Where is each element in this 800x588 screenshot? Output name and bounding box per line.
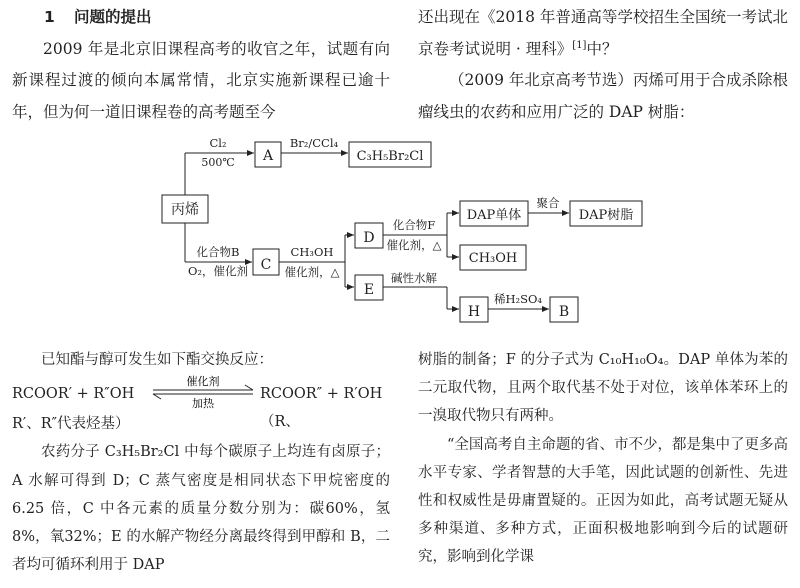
propene-label: 丙烯 xyxy=(171,202,199,218)
C-reagent-bottom: O₂，催化剂 xyxy=(187,264,249,278)
section-title: 问题的提出 xyxy=(74,8,152,26)
equation-rhs: RCOOR″ + R′OH（R、 xyxy=(260,386,383,431)
top-left-column xyxy=(12,2,390,128)
H-reagent: 稀H₂SO₄ xyxy=(493,292,543,306)
methanol-label: CH₃OH xyxy=(468,251,518,266)
D-reagent-bottom: 催化剂，△ xyxy=(386,238,442,252)
question-text: 还出现在《2018 年普通高等学校招生全国统一考试北京卷考试说明 · 理科》 xyxy=(418,8,788,58)
equation-catalyst: 催化剂 xyxy=(186,375,220,389)
A-to-product-reagent: Br₂/CCl₄ xyxy=(289,136,339,150)
ester-exchange-intro: 已知酯与醇可发生如下酯交换反应： xyxy=(41,352,273,368)
DAP-monomer-label: DAP单体 xyxy=(466,208,522,223)
C-next-reagent-top: CH₃OH xyxy=(290,245,334,259)
D-label: D xyxy=(363,230,375,246)
citation-ref: [1] xyxy=(572,39,587,51)
reaction-flow-diagram xyxy=(0,125,800,335)
H-label: H xyxy=(467,304,481,320)
dap-paragraph: 树脂的制备；F 的分子式为 C₁₀H₁₀O₄。DAP 单体为苯的二元取代物，且两个取代基不处于对位，该单体苯环上的一溴取代物只有两种。 xyxy=(418,352,788,425)
equation-lhs: RCOOR′ + R″OH xyxy=(12,386,135,403)
A-label: A xyxy=(262,148,274,164)
D-reagent-top: 化合物F xyxy=(392,218,436,232)
E-label: E xyxy=(363,282,375,298)
C-next-reagent-bottom: 催化剂，△ xyxy=(284,265,340,279)
pesticide-paragraph: 农药分子 C₃H₅Br₂Cl 中每个碳原子上均连有卤原子；A 水解可得到 D；C 蒸气密度是相同状态下甲烷密度的 6.25 倍，C 中各元素的质量分数分别为：碳60%，氢8%，氧32%；E 的水解产物经分离最终得到甲醇和 B，二者均可循环利用于 DAP xyxy=(12,444,390,574)
DAP-resin-label: DAP树脂 xyxy=(578,208,634,223)
intro-paragraph: 2009 年是北京旧课程高考的收官之年，试题有向新课程过渡的倾向本属常情，北京实施新课程已逾十年，但为何一道旧课程卷的高考题至今 xyxy=(12,39,390,121)
quote-paragraph: “全国高考自主命题的省、市不少，都是集中了更多高水平专家、学者智慧的大手笔，因此试题的创新性、先进性和权威性是毋庸置疑的。正因为如此，高考试题无疑从多种渠道、多种方式，正面积极地影响到今后的试题研究，影响到化学课 xyxy=(418,436,788,566)
E-reagent: 碱性水解 xyxy=(391,271,437,285)
C-reagent-top: 化合物B xyxy=(196,245,240,259)
top-right-column xyxy=(418,2,788,128)
section-heading xyxy=(12,2,390,34)
question-end: 中？ xyxy=(586,39,618,58)
bottom-right-column xyxy=(418,346,788,572)
C-label: C xyxy=(260,257,272,273)
section-number: 1 xyxy=(44,8,55,26)
question-paragraph xyxy=(418,2,788,65)
A-product-label: C₃H₅Br₂Cl xyxy=(356,149,424,164)
equation-heat: 加热 xyxy=(192,397,214,411)
A-reagent-bottom: 500℃ xyxy=(201,156,235,169)
polymerize-label: 聚合 xyxy=(536,196,560,210)
problem-stem: （2009 年北京高考节选）丙烯可用于合成杀除根瘤线虫的农药和应用广泛的 DAP 树脂： xyxy=(418,71,788,121)
equilibrium-arrow xyxy=(149,374,257,410)
bottom-left-column xyxy=(12,346,390,579)
A-reagent-top: Cl₂ xyxy=(209,136,227,150)
equation-note: R′、R″代表烃基） xyxy=(12,416,130,433)
B-label: B xyxy=(558,304,570,320)
